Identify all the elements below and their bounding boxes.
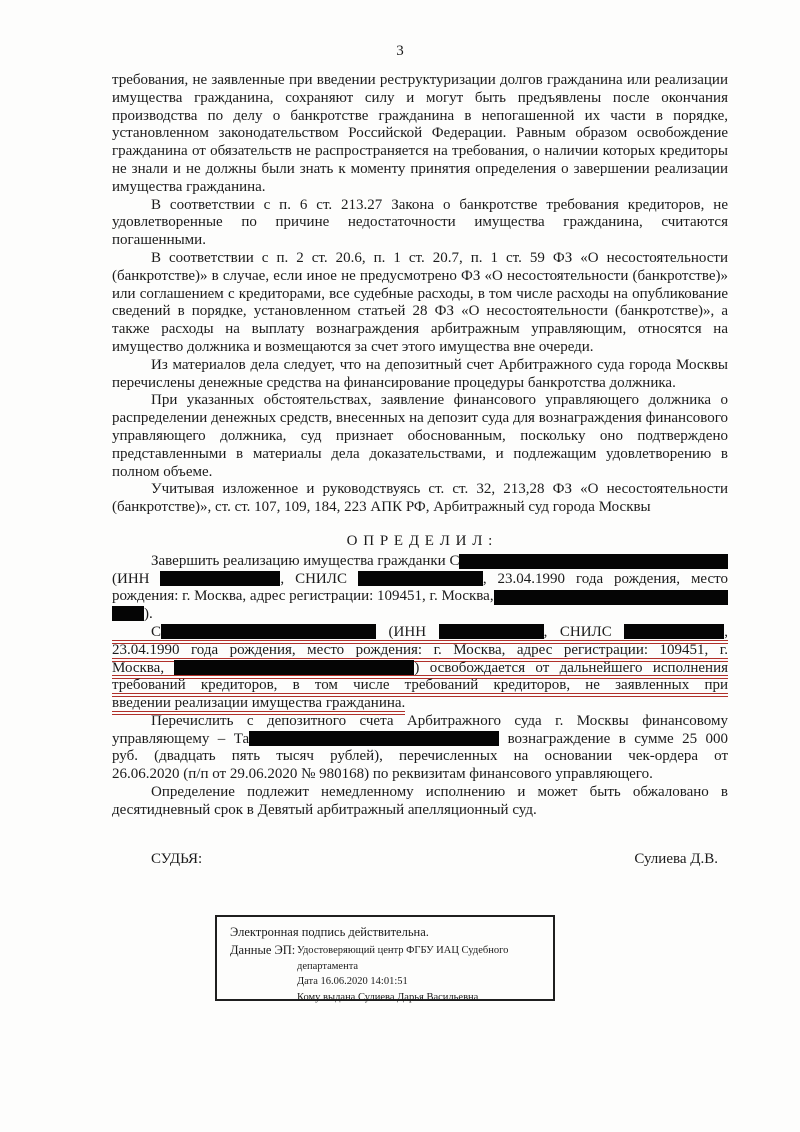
- document-line: [112, 624, 728, 642]
- document-line: [112, 731, 728, 749]
- redaction-bar: [160, 571, 280, 586]
- text-segment: требований кредиторов, в том числе требований кредиторов, не заявленных при: [112, 677, 728, 694]
- text-segment: руб. (двадцать пять тысяч рублей), перечисленных на основании чек-ордера от: [112, 748, 728, 765]
- text-segment: Москва,: [112, 659, 175, 676]
- redaction-bar: [112, 606, 144, 621]
- judge-label: СУДЬЯ:: [151, 850, 203, 867]
- text-segment: ,: [724, 623, 728, 640]
- document-line: [112, 695, 405, 713]
- body-paragraph: Учитывая изложенное и руководствуясь ст. ст. 32, 213,28 ФЗ «О несостоятельности (банкротстве)», ст. ст. 107, 109, 184, 223 АПК РФ, Арбитражный суд города Москвы: [112, 481, 728, 516]
- text-segment: ).: [144, 606, 153, 623]
- redaction-bar: [624, 624, 724, 639]
- resolution-section: [112, 553, 728, 784]
- stamp-data-label: Данные ЭП:: [230, 943, 296, 958]
- document-line: [112, 588, 728, 606]
- document-line: [112, 571, 728, 589]
- stamp-detail-line: департамента: [297, 960, 359, 972]
- text-segment: С: [151, 623, 162, 640]
- body-paragraph: При указанных обстоятельствах, заявление финансового управляющего должника о распределении денежных средств, внесенных на депозит суда для вознаграждения финансового управляющего должника, суд признает обоснованным, поскольку оно подтверждено представленными в материалы дела доказательствами, и подлежащим удовлетворению в полном объеме.: [112, 392, 728, 480]
- text-segment: введении реализации имущества гражданина.: [112, 695, 406, 712]
- document-line: [112, 766, 728, 784]
- text-segment: Перечислить с депозитного счета Арбитражного суда г. Москвы финансовому: [151, 712, 728, 729]
- redaction-bar: [249, 731, 499, 746]
- redaction-bar: [439, 624, 544, 639]
- page-number: 3: [396, 43, 404, 59]
- document-line: [112, 553, 728, 571]
- reasoning-section: [112, 72, 728, 517]
- text-segment: (ИНН: [112, 570, 161, 587]
- stamp-details: [297, 943, 508, 1005]
- document-line: [112, 642, 728, 660]
- redaction-bar: [459, 554, 728, 569]
- judge-name: Сулиева Д.В.: [634, 850, 718, 867]
- redaction-bar: [358, 571, 483, 586]
- document-line: [112, 660, 728, 678]
- text-segment: , СНИЛС: [543, 623, 625, 640]
- body-paragraph: В соответствии с п. 6 ст. 213.27 Закона о банкротстве требования кредиторов, не удовлетворенные по причине недостаточности имущества гражданина, считаются погашенными.: [112, 196, 728, 249]
- document-line: [112, 713, 728, 731]
- redaction-bar: [174, 660, 414, 675]
- text-segment: 23.04.1990 года рождения, место рождения: г. Москва, адрес регистрации: 109451, г.: [112, 641, 728, 658]
- stamp-detail-line: Дата 16.06.2020 14:01:51: [297, 976, 408, 988]
- electronic-signature-stamp: [215, 915, 555, 1001]
- body-paragraph: В соответствии с п. 2 ст. 20.6, п. 1 ст. 20.7, п. 1 ст. 59 ФЗ «О несостоятельности (банкротстве)» в случае, если иное не предусмотрено ФЗ «О несостоятельности (банкротстве)» или соглашением с кредиторами, все судебные расходы, в том числе расходы на опубликование сведений в порядке, установленном статьей 28 ФЗ «О несостоятельности (банкротстве)», а также расходы на выплату вознаграждения арбитражным управляющим, относятся на имущество должника и возмещаются за счет этого имущества вне очереди.: [112, 249, 728, 355]
- body-paragraph: требования, не заявленные при введении реструктуризации долгов гражданина или реализации имущества гражданина, сохраняют силу и могут быть предъявлены после окончания производства по делу о банкротстве гражданина в непогашенной их части в порядке, установленном законодательством Российской Федерации. Равным образом освобождение гражданина от обязательств не распространяется на требования, о наличии которых кредиторы не знали и не должны были знать к моменту принятия определения о завершении реализации имущества гражданина.: [112, 72, 728, 195]
- document-body: [112, 72, 728, 1001]
- text-segment: рождения: г. Москва, адрес регистрации: 109451, г. Москва,: [112, 588, 494, 605]
- body-paragraph: Из материалов дела следует, что на депозитный счет Арбитражного суда города Москвы перечислены денежные средства на финансирование процедуры банкротства должника.: [112, 356, 728, 391]
- text-segment: (ИНН: [376, 623, 439, 640]
- stamp-valid-text: Электронная подпись действительна.: [230, 925, 429, 940]
- redaction-bar: [161, 624, 376, 639]
- document-line: [112, 677, 728, 695]
- signature-row: [112, 851, 728, 869]
- text-segment: вознаграждение в сумме 25 000: [499, 730, 728, 747]
- text-segment: , СНИЛС: [280, 570, 358, 587]
- appeal-paragraph: Определение подлежит немедленному исполнению и может быть обжаловано в десятидневный срок в Девятый арбитражный апелляционный суд.: [112, 784, 728, 818]
- stamp-data-row: [230, 943, 545, 1005]
- resolution-complete-realization: [112, 553, 728, 624]
- redaction-bar: [494, 590, 728, 605]
- text-segment: 26.06.2020 (п/п от 29.06.2020 № 980168) по реквизитам финансового управляющего.: [112, 766, 653, 783]
- resolution-heading: О П Р Е Д Е Л И Л :: [346, 532, 494, 549]
- text-segment: управляющему – Та: [112, 730, 250, 747]
- stamp-detail-line: Кому выдана Сулиева Дарья Васильевна: [297, 991, 479, 1003]
- resolution-transfer-remuneration: [112, 713, 728, 784]
- document-line: [112, 748, 728, 766]
- text-segment: ) освобождается от дальнейшего исполнения: [414, 659, 728, 676]
- resolution-discharge-from-claims: [112, 624, 728, 713]
- text-segment: , 23.04.1990 года рождения, место: [482, 570, 728, 587]
- text-segment: Завершить реализацию имущества гражданки С: [151, 552, 460, 569]
- document-line: [112, 606, 728, 624]
- stamp-detail-line: Удостоверяющий центр ФГБУ ИАЦ Судебного: [297, 945, 509, 957]
